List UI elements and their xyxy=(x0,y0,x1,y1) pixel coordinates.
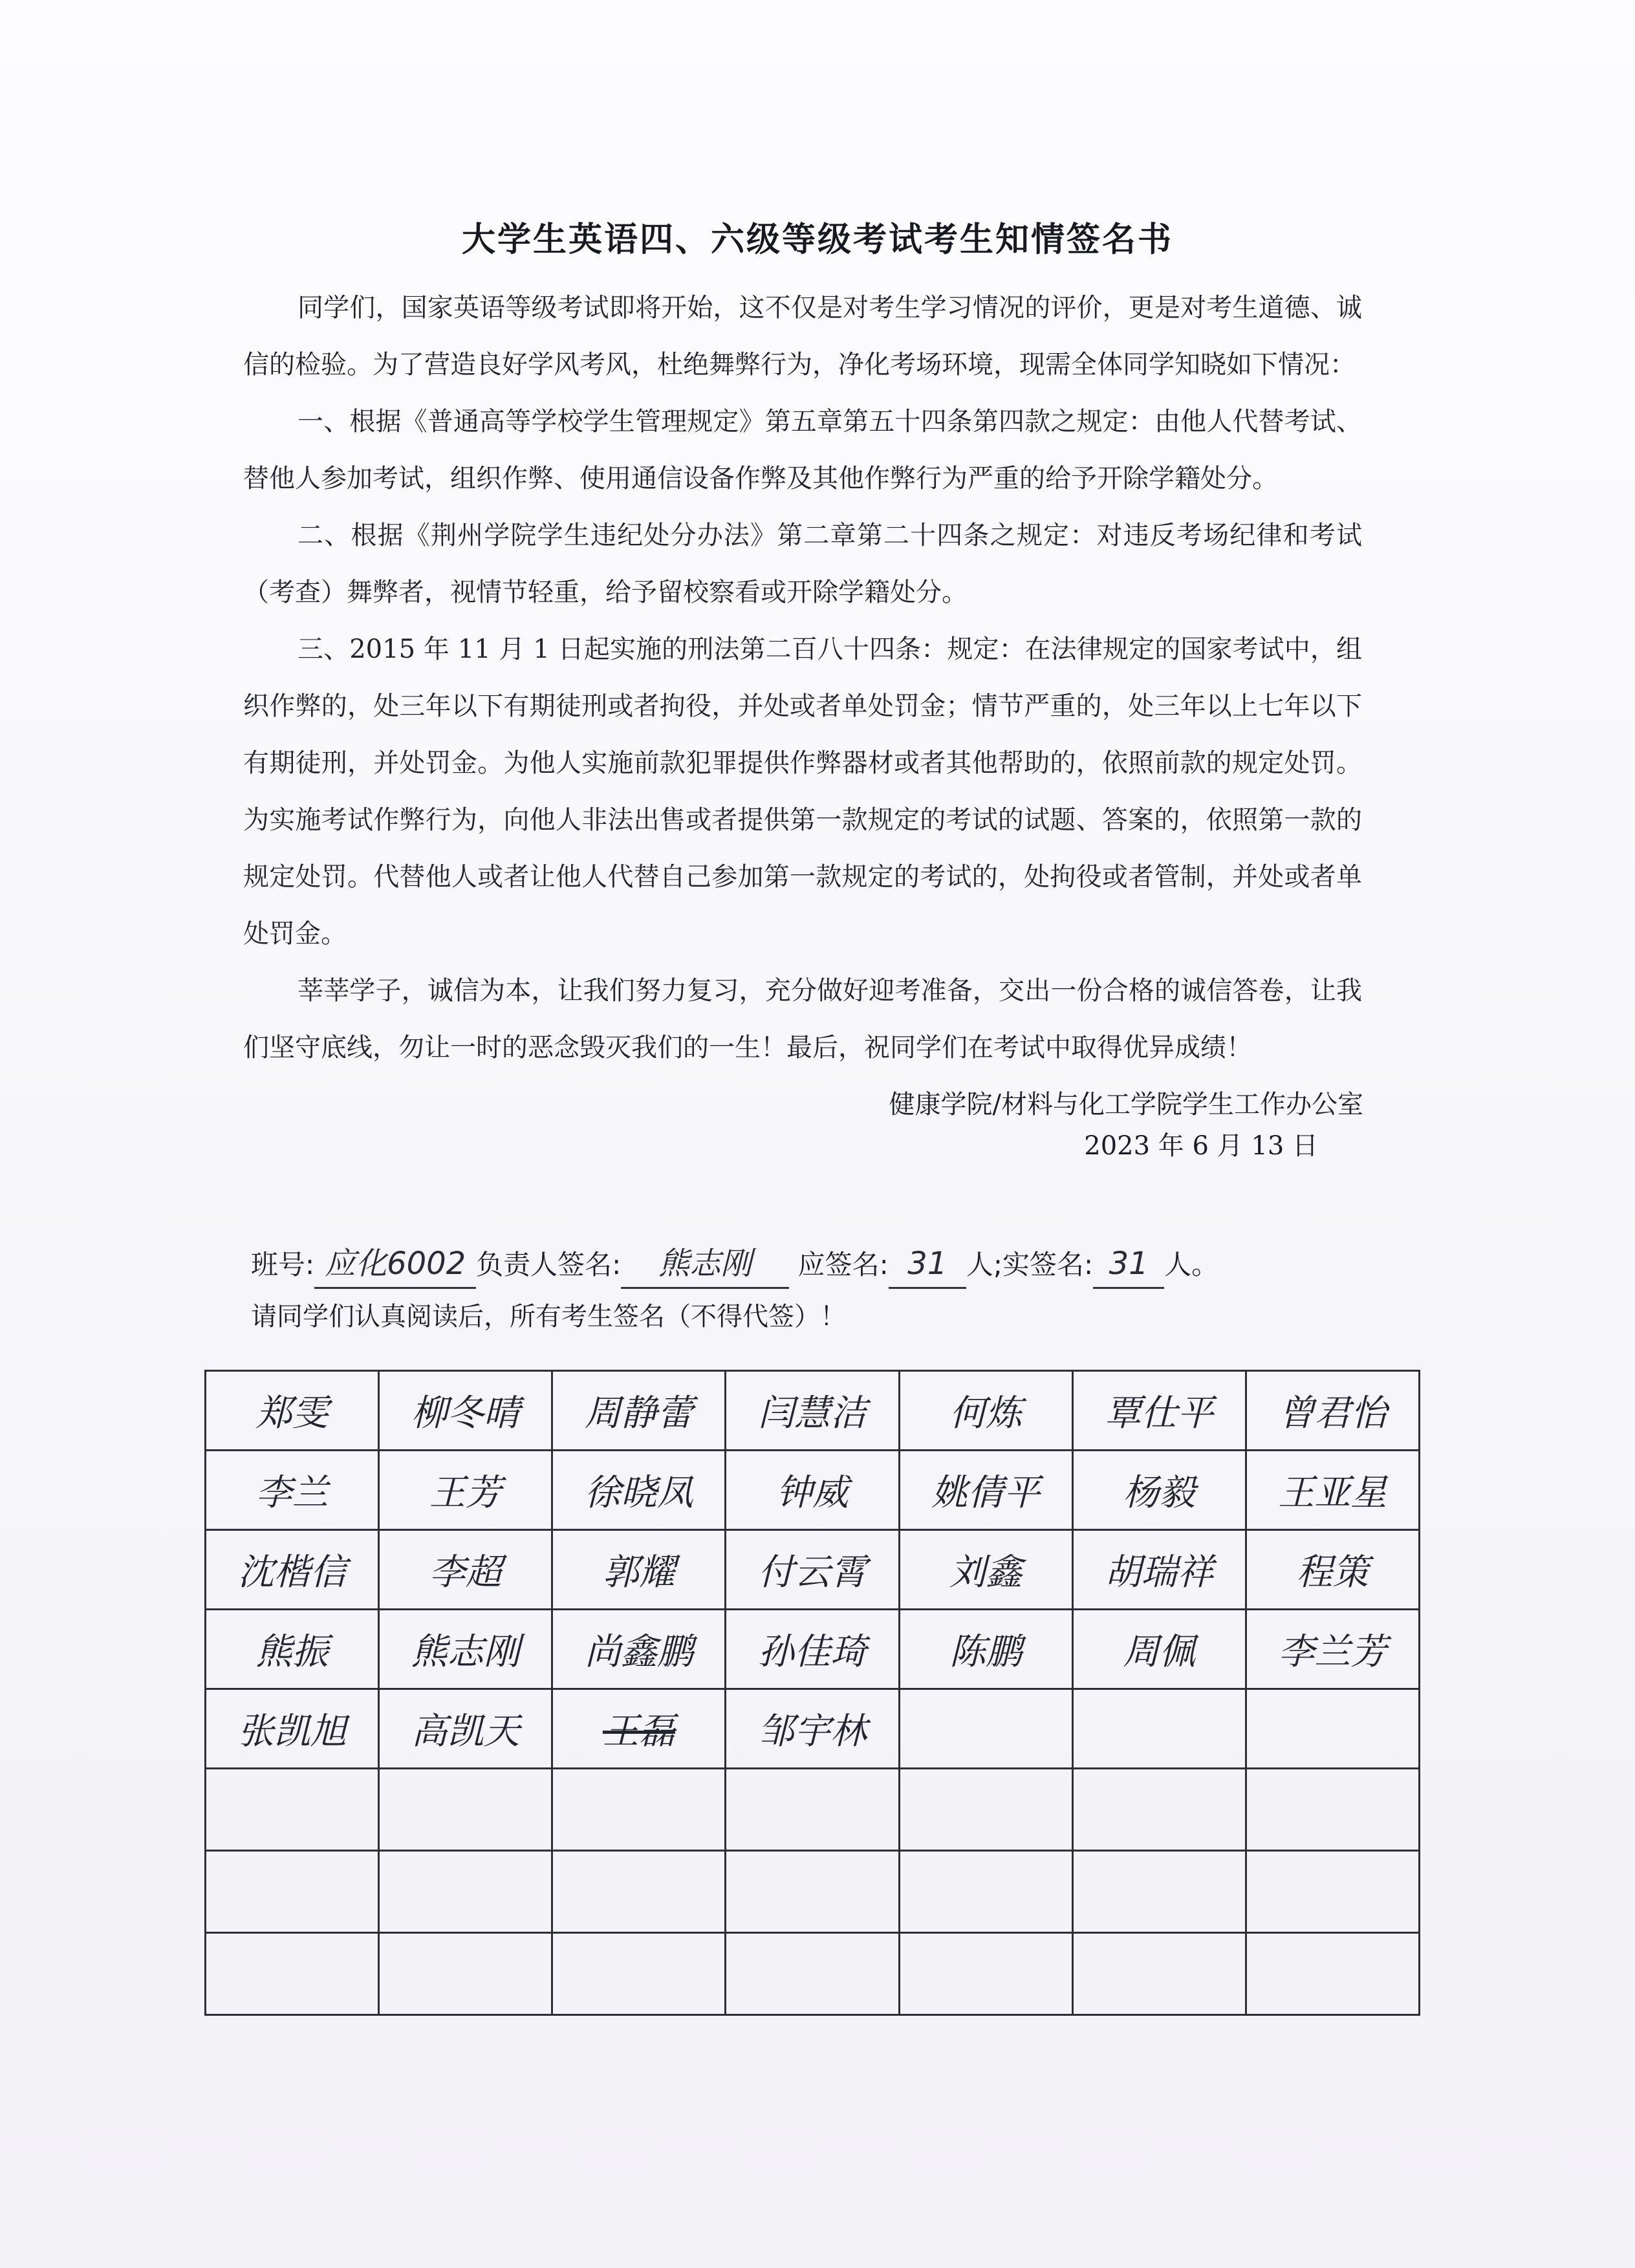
signature-cell xyxy=(899,1933,1072,2015)
notice-body xyxy=(243,279,1362,1076)
paragraph-closing: 莘莘学子，诚信为本，让我们努力复习，充分做好迎考准备，交出一份合格的诚信答卷，让我们坚守底线，勿让一时的恶念毁灭我们的一生！最后，祝同学们在考试中取得优异成绩！ xyxy=(243,976,1362,1063)
signature-cell xyxy=(726,1933,899,2015)
signature-cell: 郭耀 xyxy=(552,1530,726,1610)
signature-cell xyxy=(899,1689,1072,1769)
table-row xyxy=(206,1371,1420,1451)
signature-cell: 覃仕平 xyxy=(1072,1371,1246,1451)
leader-label: 负责人签名: xyxy=(476,1249,622,1280)
document-title: 大学生英语四、六级等级考试考生知情签名书 xyxy=(461,221,1173,259)
signature-cell: 李超 xyxy=(379,1530,552,1610)
signature-cell: 付云霄 xyxy=(726,1530,899,1610)
issue-date: 2023 年 6 月 13 日 xyxy=(1084,1131,1318,1161)
paragraph-rule-2: 二、根据《荆州学院学生违纪处分办法》第二章第二十四条之规定：对违反考场纪律和考试（考查）舞弊者，视情节轻重，给予留校察看或开除学籍处分。 xyxy=(243,521,1362,607)
signature-cell: 柳冬晴 xyxy=(379,1371,552,1451)
signature-cell xyxy=(1246,1933,1419,2015)
signature-cell: 沈楷信 xyxy=(206,1530,379,1610)
signature-cell: 邹宇林 xyxy=(726,1689,899,1769)
signature-cell: 张凯旭 xyxy=(206,1689,379,1769)
signature-cell: 周静蕾 xyxy=(552,1371,726,1451)
signature-cell: 孙佳琦 xyxy=(726,1610,899,1689)
person-unit: 人; xyxy=(966,1249,1002,1280)
signature-cell: 钟威 xyxy=(726,1451,899,1530)
signature-cell xyxy=(206,1769,379,1851)
paragraph-intro: 同学们，国家英语等级考试即将开始，这不仅是对考生学习情况的评价，更是对考生道德、诚信的检验。为了营造良好学风考风，杜绝舞弊行为，净化考场环境，现需全体同学知晓如下情况： xyxy=(243,293,1362,380)
signature-cell: 杨毅 xyxy=(1072,1451,1246,1530)
signature-cell xyxy=(1072,1689,1246,1769)
signature-cell xyxy=(899,1851,1072,1933)
signature-cell xyxy=(206,1933,379,2015)
signature-cell xyxy=(206,1851,379,1933)
signature-cell xyxy=(1072,1769,1246,1851)
leader-signature: 熊志刚 xyxy=(621,1240,789,1289)
sign-instruction: 请同学们认真阅读后，所有考生签名（不得代签）！ xyxy=(251,1302,846,1332)
signature-cell: 闫慧洁 xyxy=(726,1371,899,1451)
signature-cell xyxy=(726,1851,899,1933)
signature-cell xyxy=(1246,1851,1419,1933)
class-label: 班号: xyxy=(251,1249,315,1280)
class-value: 应化6002 xyxy=(314,1240,476,1289)
actual-label: 实签名: xyxy=(1002,1249,1094,1280)
table-row xyxy=(206,1610,1420,1689)
signature-cell-struck: 王磊 xyxy=(552,1689,726,1769)
signature-cell: 熊志刚 xyxy=(379,1610,552,1689)
signature-cell: 高凯天 xyxy=(379,1689,552,1769)
expected-label: 应签名: xyxy=(797,1249,889,1280)
signature-cell xyxy=(1072,1933,1246,2015)
signature-cell: 郑雯 xyxy=(206,1371,379,1451)
signature-cell: 尚鑫鹏 xyxy=(552,1610,726,1689)
signature-cell xyxy=(379,1851,552,1933)
paragraph-rule-3: 三、2015 年 11 月 1 日起实施的刑法第二百八十四条：规定：在法律规定的国家考试中，组织作弊的，处三年以下有期徒刑或者拘役，并处或者单处罚金；情节严重的，处三年以上七年以下有期徒刑，并处罚金。为他人实施前款犯罪提供作弊器材或者其他帮助的，依照前款的规定处罚。为实施考试作弊行为，向他人非法出售或者提供第一款规定的考试的试题、答案的，依照第一款的规定处罚。代替他人或者让他人代替自己参加第一款规定的考试的，处拘役或者管制，并处或者单处罚金。 xyxy=(243,634,1362,949)
table-row xyxy=(206,1530,1420,1610)
signature-cell xyxy=(552,1851,726,1933)
signature-cell: 周佩 xyxy=(1072,1610,1246,1689)
class-info-line xyxy=(251,1240,1218,1289)
signature-cell xyxy=(379,1933,552,2015)
actual-count: 31 xyxy=(1093,1240,1164,1289)
table-row xyxy=(206,1851,1420,1933)
signature-cell: 胡瑞祥 xyxy=(1072,1530,1246,1610)
signature-cell xyxy=(379,1769,552,1851)
signature-table xyxy=(204,1370,1420,2016)
signature-cell: 何炼 xyxy=(899,1371,1072,1451)
signature-cell: 程策 xyxy=(1246,1530,1419,1610)
table-row xyxy=(206,1689,1420,1769)
signature-cell: 姚倩平 xyxy=(899,1451,1072,1530)
signature-cell xyxy=(899,1769,1072,1851)
signature-cell xyxy=(552,1769,726,1851)
signature-cell: 熊振 xyxy=(206,1610,379,1689)
signature-cell: 李兰芳 xyxy=(1246,1610,1419,1689)
paragraph-rule-1: 一、根据《普通高等学校学生管理规定》第五章第五十四条第四款之规定：由他人代替考试、替他人参加考试，组织作弊、使用通信设备作弊及其他作弊行为严重的给予开除学籍处分。 xyxy=(243,407,1362,493)
signature-cell: 李兰 xyxy=(206,1451,379,1530)
person-unit-end: 人。 xyxy=(1164,1249,1219,1280)
signature-cell xyxy=(1246,1689,1419,1769)
signature-cell: 徐晓凤 xyxy=(552,1451,726,1530)
signature-cell xyxy=(1246,1769,1419,1851)
table-row xyxy=(206,1451,1420,1530)
signature-cell xyxy=(726,1769,899,1851)
table-row xyxy=(206,1769,1420,1851)
expected-count: 31 xyxy=(889,1240,966,1289)
signature-cell: 刘鑫 xyxy=(899,1530,1072,1610)
issuer-name: 健康学院/材料与化工学院学生工作办公室 xyxy=(889,1090,1363,1119)
signature-cell: 王芳 xyxy=(379,1451,552,1530)
signature-cell xyxy=(1072,1851,1246,1933)
table-row xyxy=(206,1933,1420,2015)
signature-cell: 陈鹏 xyxy=(899,1610,1072,1689)
signature-cell: 曾君怡 xyxy=(1246,1371,1419,1451)
signature-cell xyxy=(552,1933,726,2015)
signature-cell: 王亚星 xyxy=(1246,1451,1419,1530)
